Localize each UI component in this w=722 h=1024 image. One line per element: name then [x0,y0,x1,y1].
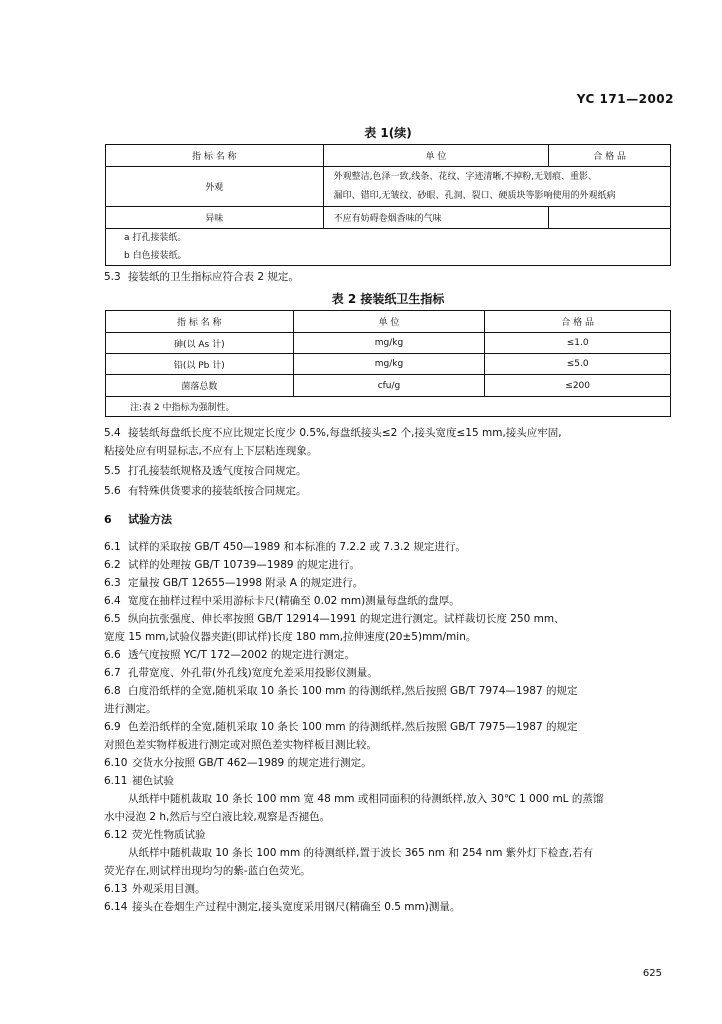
table1-note: a 打孔接装纸。 [124,233,187,243]
clause-list [104,538,603,916]
clause-6-9: 6.9 色差沿纸样的全宽,随机采取 10 条长 100 mm 的待测纸样,然后按照 GB/T 7975—1987 的规定 [104,721,578,733]
clause-5-4: 5.4 接装纸每盘纸长度不应比规定长度少 0.5%,每盘纸接头≤2 个,接头宽度≤15 mm,接头应牢固, 粘接处应有明显标志,不应有上下层粘连现象。 [104,427,562,457]
clause-6-9-cont: 对照色差实物样板进行测定或对照色差实物样板目测比较。 [104,739,377,751]
clause-6-6: 6.6 透气度按照 YC/T 172—2002 的规定进行测定。 [104,649,355,661]
standard-number: YC 171—2002 [576,92,674,106]
paragraph-6-11-cont: 水中浸泡 2 h,然后与空白液比较,观察是否褪色。 [104,811,331,823]
clause-6-4: 6.4 宽度在抽样过程中采用游标卡尺(精确至 0.02 mm)测量每盘纸的盘厚。 [104,595,460,607]
table2-row-value: ≤200 [485,375,671,397]
table2 [105,310,671,417]
paragraph-6-11: 从纸样中随机裁取 10 条长 100 mm 宽 48 mm 或相同面积的待测纸样,放入 30℃ 1 000 mL 的蒸馏 [128,793,604,805]
table2-header-unit: 单 位 [293,311,485,333]
paragraph-6-12-cont: 荧光存在,则试样出现均匀的紫-蓝白色荧光。 [104,865,311,877]
table2-header-value: 合 格 品 [485,311,671,333]
table2-row-unit: mg/kg [293,354,485,375]
clause-6-14: 6.14 接头在卷烟生产过程中测定,接头宽度采用钢尺(精确至 0.5 mm)测量。 [104,901,461,913]
table1-caption: 表 1(续) [364,126,412,140]
clause-6-8: 6.8 白度沿纸样的全宽,随机采取 10 条长 100 mm 的待测纸样,然后按照 GB/T 7974—1987 的规定 [104,685,578,697]
page-number: 625 [642,968,662,979]
table1-header-unit: 单 位 [323,145,549,167]
table2-row-value: ≤5.0 [485,354,671,375]
clause-6-5-cont: 宽度 15 mm,试验仪器夹距(即试样)长度 180 mm,拉伸速度(20±5)mm/min。 [104,631,477,643]
clause-5-3: 5.3 接装纸的卫生指标应符合表 2 规定。 [104,271,299,283]
table1-row-name: 外观 [106,167,324,207]
clause-6-10: 6.10 交货水分按照 GB/T 462—1989 的规定进行测定。 [104,757,372,769]
clause-6-11: 6.11 褪色试验 [104,775,174,787]
table1-header-value: 合 格 品 [549,145,671,167]
clause-6-2: 6.2 试样的处理按 GB/T 10739—1989 的规定进行。 [104,559,360,571]
section-6-heading: 6 试验方法 [104,513,172,526]
table2-row-unit: mg/kg [293,333,485,354]
table1-row-value-line: 外观整洁,色泽一致,线条、花纹、字迹清晰,不掉粉,无划痕、重影、 [333,171,598,182]
table2-row-name: 菌落总数 [106,375,294,397]
table1-row-value-line: 漏印、错印,无皱纹、砂眼、孔洞、裂口、硬质块等影响使用的外观纸病 [333,190,616,201]
table2-row-name: 铅(以 Pb 计) [106,354,294,375]
table1-note: b 白色接装纸。 [124,251,187,261]
table1-row-name: 异味 [106,207,324,229]
table2-caption: 表 2 接装纸卫生指标 [331,292,445,306]
table1 [105,144,671,266]
paragraph-6-12: 从纸样中随机裁取 10 条长 100 mm 的待测纸样,置于波长 365 nm 和 254 nm 紫外灯下检查,若有 [128,847,594,859]
clause-5-5: 5.5 打孔接装纸规格及透气度按合同规定。 [104,465,307,477]
table1-row-value: 不应有妨碍卷烟香味的气味 [323,207,549,229]
table2-row-unit: cfu/g [293,375,485,397]
table2-row-name: 砷(以 As 计) [106,333,294,354]
clause-6-3: 6.3 定量按 GB/T 12655—1998 附录 A 的规定进行。 [104,577,364,589]
clause-6-8-cont: 进行测定。 [104,703,157,715]
clause-6-13: 6.13 外观采用目测。 [104,883,206,895]
clause-6-7: 6.7 孔带宽度、外孔带(外孔线)宽度允差采用投影仪测量。 [104,667,378,679]
table2-header-name: 指 标 名 称 [106,311,294,333]
clause-5-6: 5.6 有特殊供货要求的接装纸按合同规定。 [104,485,307,497]
clause-6-12: 6.12 荧光性物质试验 [104,829,206,841]
table2-row-value: ≤1.0 [485,333,671,354]
table1-row-empty [549,207,671,229]
table1-row-value [323,167,670,207]
table2-note: 注:表 2 中指标为强制性。 [106,397,671,417]
clause-6-1: 6.1 试样的采取按 GB/T 450—1989 和本标准的 7.2.2 或 7.3.2 规定进行。 [104,541,466,553]
table1-header-name: 指 标 名 称 [106,145,324,167]
clause-6-5: 6.5 纵向抗张强度、伸长率按照 GB/T 12914—1991 的规定进行测定。试样裁切长度 250 mm、 [104,613,565,625]
table1-notes [106,229,671,266]
